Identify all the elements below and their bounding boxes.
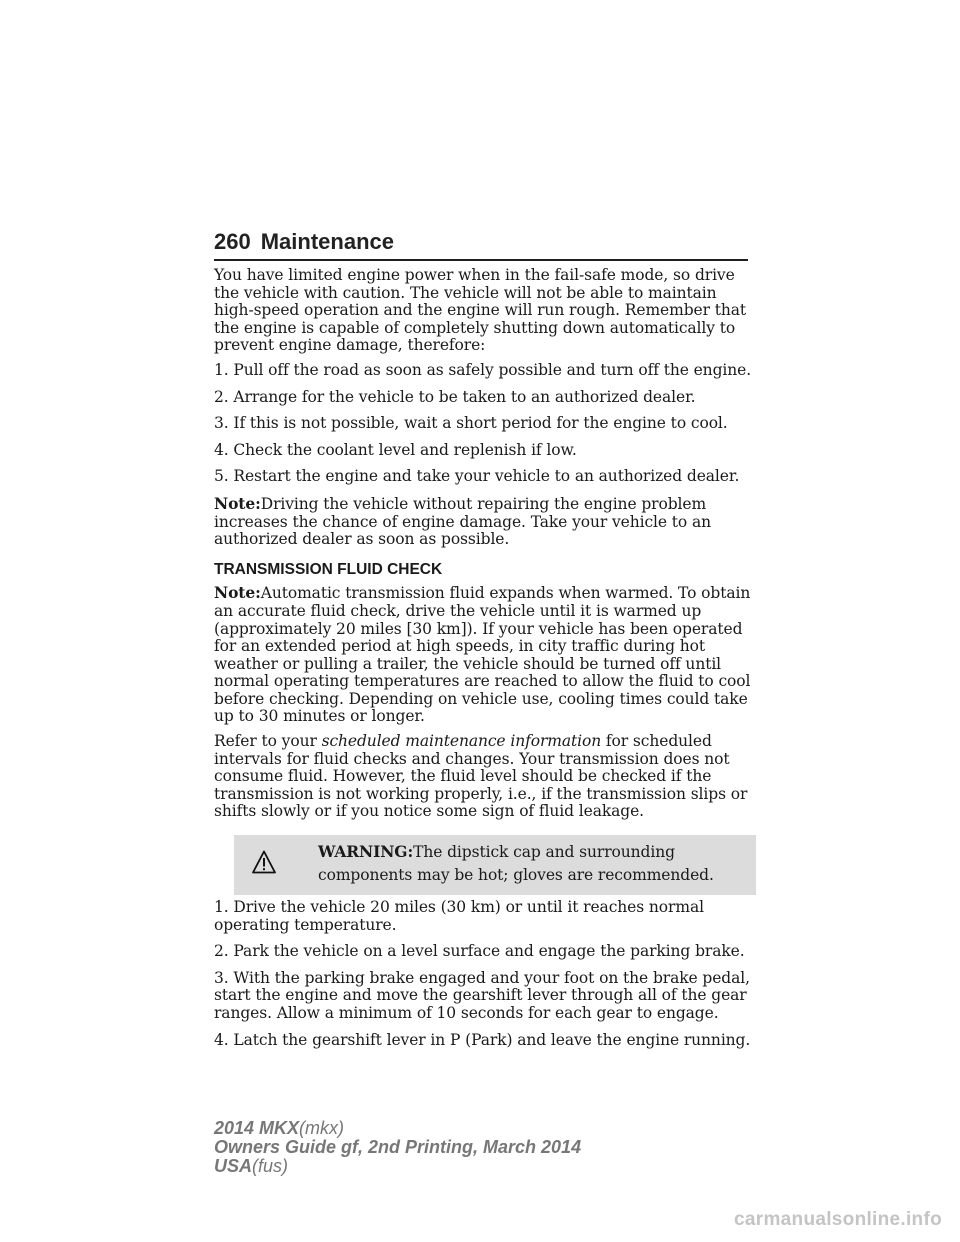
refer-prefix: Refer to your <box>214 732 322 751</box>
footer-model: 2014 MKX <box>214 1118 300 1138</box>
check-step-2: 2. Park the vehicle on a level surface and engage the parking brake. <box>214 942 745 961</box>
warning-box <box>234 835 756 895</box>
page-number: 260 <box>214 229 251 254</box>
section-heading: TRANSMISSION FLUID CHECK <box>214 560 443 578</box>
step-3: 3. If this is not possible, wait a short period for the engine to cool. <box>214 414 728 433</box>
note-text: Driving the vehicle without repairing the engine problem increases the chance of engine damage. Take your vehicle to an authorized dealer as soon as possible. <box>214 494 711 549</box>
note-transmission <box>214 584 754 726</box>
step-1: 1. Pull off the road as soon as safely possible and turn off the engine. <box>214 360 752 379</box>
refer-paragraph <box>214 733 754 821</box>
page-body <box>214 267 754 1058</box>
warning-label: WARNING: <box>318 842 414 862</box>
watermark: carmanualsonline.info <box>734 1209 942 1230</box>
footer-market-code: (fus) <box>252 1156 289 1176</box>
step-2: 2. Arrange for the vehicle to be taken to an authorized dealer. <box>214 387 696 406</box>
refer-suffix: for scheduled intervals for fluid checks and changes. Your transmission does not consume fluid. However, the fluid level should be checked if the transmission is not working properly, i.e., if the transmission slips or shifts slowly or if you notice some sign of fluid leakage. <box>214 732 748 821</box>
footer-market: USA <box>214 1156 253 1176</box>
intro-paragraph: You have limited engine power when in the fail-safe mode, so drive the vehicle with caution. The vehicle will not be able to maintain high-speed operation and the engine will run rough. Remember that the engine is capable of completely shutting down automatically to prevent engine damage, therefore: <box>214 266 747 355</box>
footer-model-code: (mkx) <box>299 1118 345 1138</box>
scheduled-maintenance-reference: scheduled maintenance information <box>321 732 602 751</box>
page-header <box>214 229 394 255</box>
step-4: 4. Check the coolant level and replenish if low. <box>214 440 577 459</box>
footer-guide: Owners Guide gf, 2nd Printing, March 2014 <box>214 1137 582 1157</box>
note-label: Note: <box>214 583 261 603</box>
note-label: Note: <box>214 493 261 513</box>
header-rule <box>214 259 748 261</box>
page-title: Maintenance <box>260 229 394 254</box>
note-engine <box>214 495 754 549</box>
check-step-4: 4. Latch the gearshift lever in P (Park) and leave the engine running. <box>214 1030 751 1049</box>
warning-text: The dipstick cap and surrounding components may be hot; gloves are recommended. <box>318 843 714 885</box>
check-step-1: 1. Drive the vehicle 20 miles (30 km) or until it reaches normal operating temperature. <box>214 898 704 934</box>
document-footer <box>214 1119 581 1176</box>
warning-triangle-icon <box>252 850 276 874</box>
check-step-3: 3. With the parking brake engaged and your foot on the brake pedal, start the engine and move the gearshift lever through all of the gear ranges. Allow a minimum of 10 seconds for each gear to engage. <box>214 968 750 1022</box>
step-5: 5. Restart the engine and take your vehicle to an authorized dealer. <box>214 467 740 486</box>
note-text: Automatic transmission fluid expands when warmed. To obtain an accurate fluid check, drive the vehicle until it is warmed up (approximately 20 miles [30 km]). If your vehicle has been operated for an extended period at high speeds, in city traffic during hot weather or pulling a trailer, the vehicle should be turned off until normal operating temperatures are reached to allow the fluid to cool before checking. Depending on vehicle use, cooling times could take up to 30 minutes or longer. <box>214 584 751 726</box>
